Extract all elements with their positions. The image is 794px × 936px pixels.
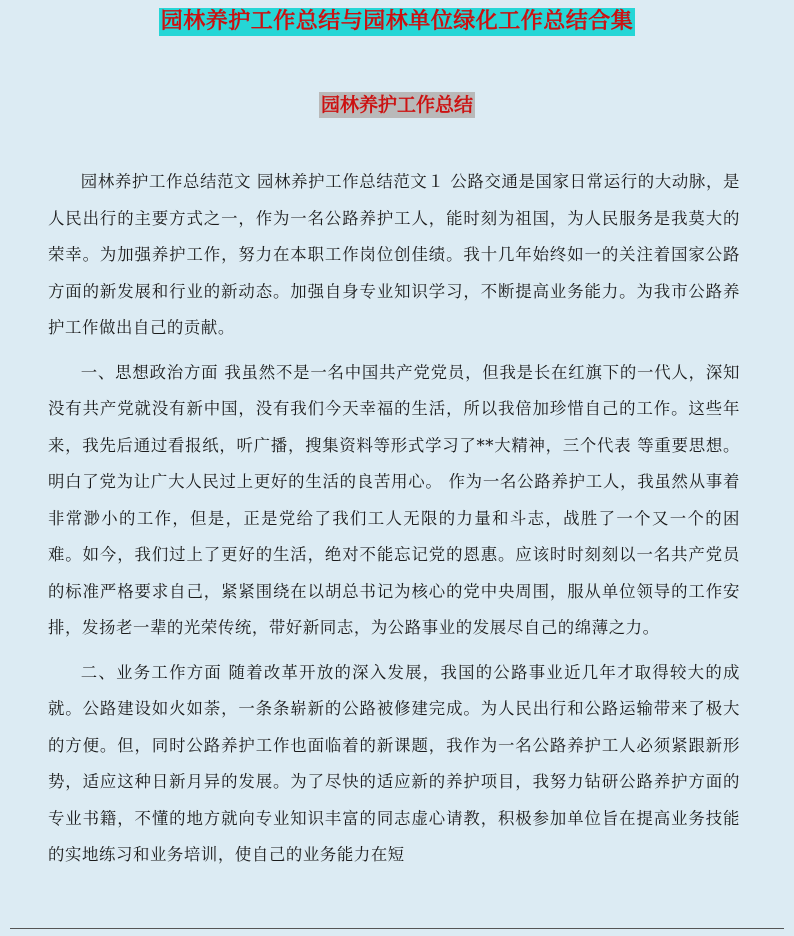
main-title: 园林养护工作总结与园林单位绿化工作总结合集 — [160, 9, 634, 34]
paragraph-political: 一、思想政治方面 我虽然不是一名中国共产党党员，但我是长在红旗下的一代人，深知没有共产党就没有新中国，没有我们今天幸福的生活，所以我倍加珍惜自己的工作。这些年来，我先后通过看报纸，听广播，搜集资料等形式学习了**大精神，三个代表 等重要思想。明白了党为让广大人民过上更好的生活的良苦用心。 作为一名公路养护工人，我虽然从事着非常渺小的工作，但是，正是党给了我们工人无限的力量和斗志，战胜了一个又一个的困难。如今，我们过上了更好的生活，绝对不能忘记党的恩惠。应该时时刻刻以一名共产党员的标准严格要求自己，紧紧围绕在以胡总书记为核心的党中央周围，服从单位领导的工作安排，发扬老一辈的光荣传统，带好新同志，为公路事业的发展尽自己的绵薄之力。 — [48, 362, 740, 637]
section-title: 园林养护工作总结 — [320, 94, 473, 116]
page-bottom-divider — [10, 928, 784, 929]
body-text — [48, 164, 740, 874]
paragraph-business: 二、业务工作方面 随着改革开放的深入发展，我国的公路事业近几年才取得较大的成就。公路建设如火如荼，一条条崭新的公路被修建完成。为人民出行和公路运输带来了极大的方便。但，同时公路养护工作也面临着的新课题，我作为一名公路养护工人必须紧跟新形势，适应这种日新月异的发展。为了尽快的适应新的养护项目，我努力钻研公路养护方面的专业书籍，不懂的地方就向专业知识丰富的同志虚心请教，积极参加单位旨在提高业务技能的实地练习和业务培训，使自己的业务能力在短 — [48, 662, 740, 864]
main-title-container — [0, 8, 794, 36]
sub-title-container — [0, 92, 794, 118]
paragraph-intro: 园林养护工作总结范文 园林养护工作总结范文１ 公路交通是国家日常运行的大动脉，是人民出行的主要方式之一，作为一名公路养护工人，能时刻为祖国，为人民服务是我莫大的荣幸。为加强养护工作，努力在本职工作岗位创佳绩。我十几年始终如一的关注着国家公路方面的新发展和行业的新动态。加强自身专业知识学习，不断提高业务能力。为我市公路养护工作做出自己的贡献。 — [48, 172, 740, 337]
